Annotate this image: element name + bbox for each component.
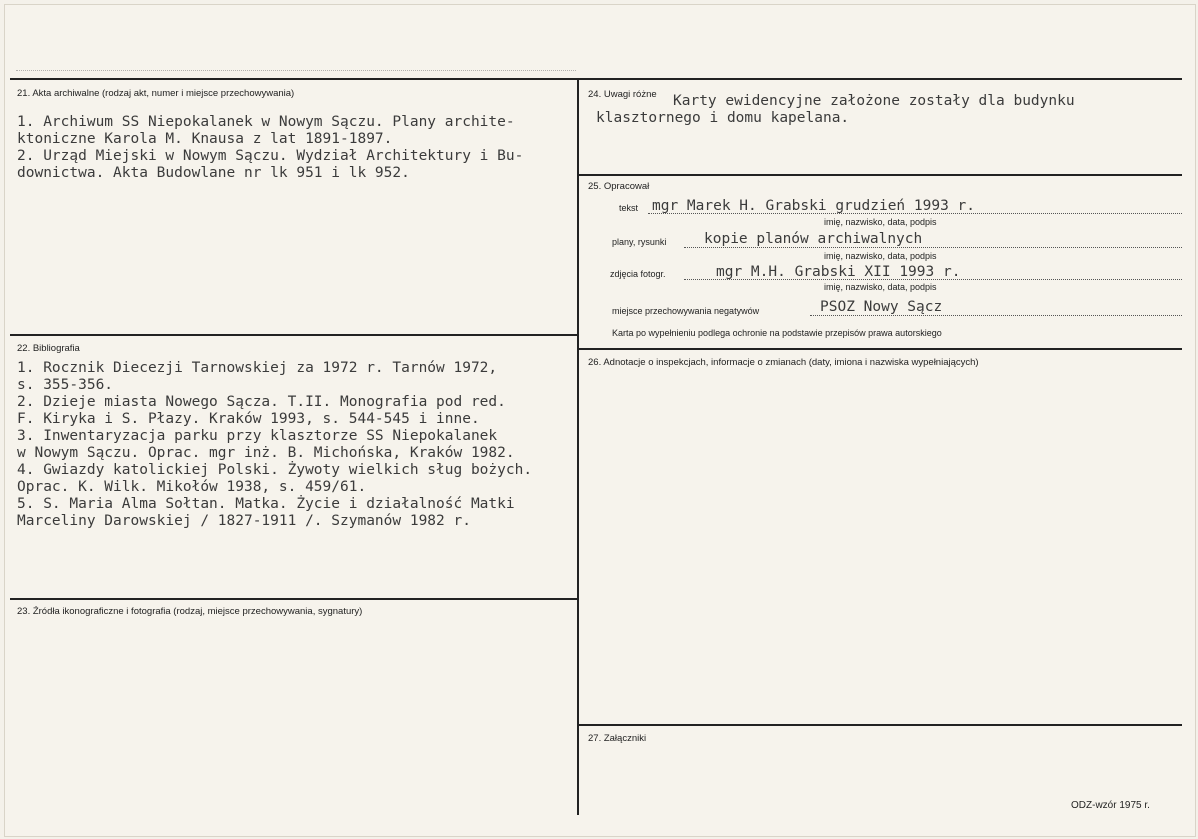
sec22-line-3: 2. Dzieje miasta Nowego Sącza. T.II. Monografia pod red. bbox=[17, 394, 506, 410]
sec23-label: 23. Źródła ikonograficzne i fotografia (rodzaj, miejsce przechowywania, sygnatury) bbox=[17, 606, 363, 617]
sec22-line-10: Marceliny Darowskiej / 1827-1911 /. Szymanów 1982 r. bbox=[17, 513, 471, 529]
tekst-value: mgr Marek H. Grabski grudzień 1993 r. bbox=[652, 198, 976, 214]
negatywy-value: PSOZ Nowy Sącz bbox=[820, 299, 943, 315]
sec24-label: 24. Uwagi różne bbox=[588, 89, 657, 100]
top-rule bbox=[10, 78, 1182, 80]
sec21-line-1: 1. Archiwum SS Niepokalanek w Nowym Sączu. Plany archite- bbox=[17, 114, 515, 130]
sec22-line-7: 4. Gwiazdy katolickiej Polski. Żywoty wielkich sług bożych. bbox=[17, 462, 533, 478]
sec21-line-3: 2. Urząd Miejski w Nowym Sączu. Wydział Architektury i Bu- bbox=[17, 148, 524, 164]
sec22-line-8: Oprac. K. Wilk. Mikołów 1938, s. 459/61. bbox=[17, 479, 367, 495]
sec22-line-4: F. Kiryka i S. Płazy. Kraków 1993, s. 544-545 i inne. bbox=[17, 411, 480, 427]
tekst-label: tekst bbox=[619, 203, 639, 213]
center-divider bbox=[577, 78, 579, 815]
sec22-line-2: s. 355-356. bbox=[17, 377, 114, 393]
rule-25-26 bbox=[578, 348, 1182, 350]
rule-24-25 bbox=[578, 174, 1182, 176]
sec27-label: 27. Załączniki bbox=[588, 733, 647, 744]
sec21-line-2: ktoniczne Karola M. Knausa z lat 1891-1897. bbox=[17, 131, 393, 147]
negatywy-label: miejsce przechowywania negatywów bbox=[612, 306, 760, 316]
sec22-line-5: 3. Inwentaryzacja parku przy klasztorze SS Niepokalanek bbox=[17, 428, 498, 444]
sec22-line-9: 5. S. Maria Alma Sołtan. Matka. Życie i działalność Matki bbox=[17, 496, 515, 512]
sec21-line-4: downictwa. Akta Budowlane nr lk 951 i lk 952. bbox=[17, 165, 410, 181]
plany-caption: imię, nazwisko, data, podpis bbox=[824, 251, 937, 261]
sec24-line-2: klasztornego i domu kapelana. bbox=[596, 110, 850, 126]
sec26-label: 26. Adnotacje o inspekcjach, informacje o zmianach (daty, imiona i nazwiska wypełniających) bbox=[588, 357, 979, 368]
sec22-label: 22. Bibliografia bbox=[17, 343, 80, 354]
tekst-caption: imię, nazwisko, data, podpis bbox=[824, 217, 937, 227]
rule-21-22 bbox=[10, 334, 578, 336]
zdjecia-label: zdjęcia fotogr. bbox=[610, 269, 666, 279]
sec24-line-1: Karty ewidencyjne założone zostały dla budynku bbox=[673, 93, 1075, 109]
plany-value: kopie planów archiwalnych bbox=[704, 231, 923, 247]
zdjecia-value: mgr M.H. Grabski XII 1993 r. bbox=[716, 264, 961, 280]
rule-26-27 bbox=[578, 724, 1182, 726]
form-number: ODZ-wzór 1975 r. bbox=[1071, 800, 1150, 811]
top-edge-marks bbox=[16, 70, 576, 75]
sec21-label: 21. Akta archiwalne (rodzaj akt, numer i miejsce przechowywania) bbox=[17, 88, 295, 99]
sec22-line-1: 1. Rocznik Diecezji Tarnowskiej za 1972 r. Tarnów 1972, bbox=[17, 360, 498, 376]
copyright-note: Karta po wypełnieniu podlega ochronie na podstawie przepisów prawa autorskiego bbox=[612, 328, 942, 338]
sec22-line-6: w Nowym Sączu. Oprac. mgr inż. B. Michońska, Kraków 1982. bbox=[17, 445, 515, 461]
plany-label: plany, rysunki bbox=[612, 237, 667, 247]
rule-22-23 bbox=[10, 598, 578, 600]
zdjecia-caption: imię, nazwisko, data, podpis bbox=[824, 282, 937, 292]
sec25-label: 25. Opracował bbox=[588, 181, 650, 192]
